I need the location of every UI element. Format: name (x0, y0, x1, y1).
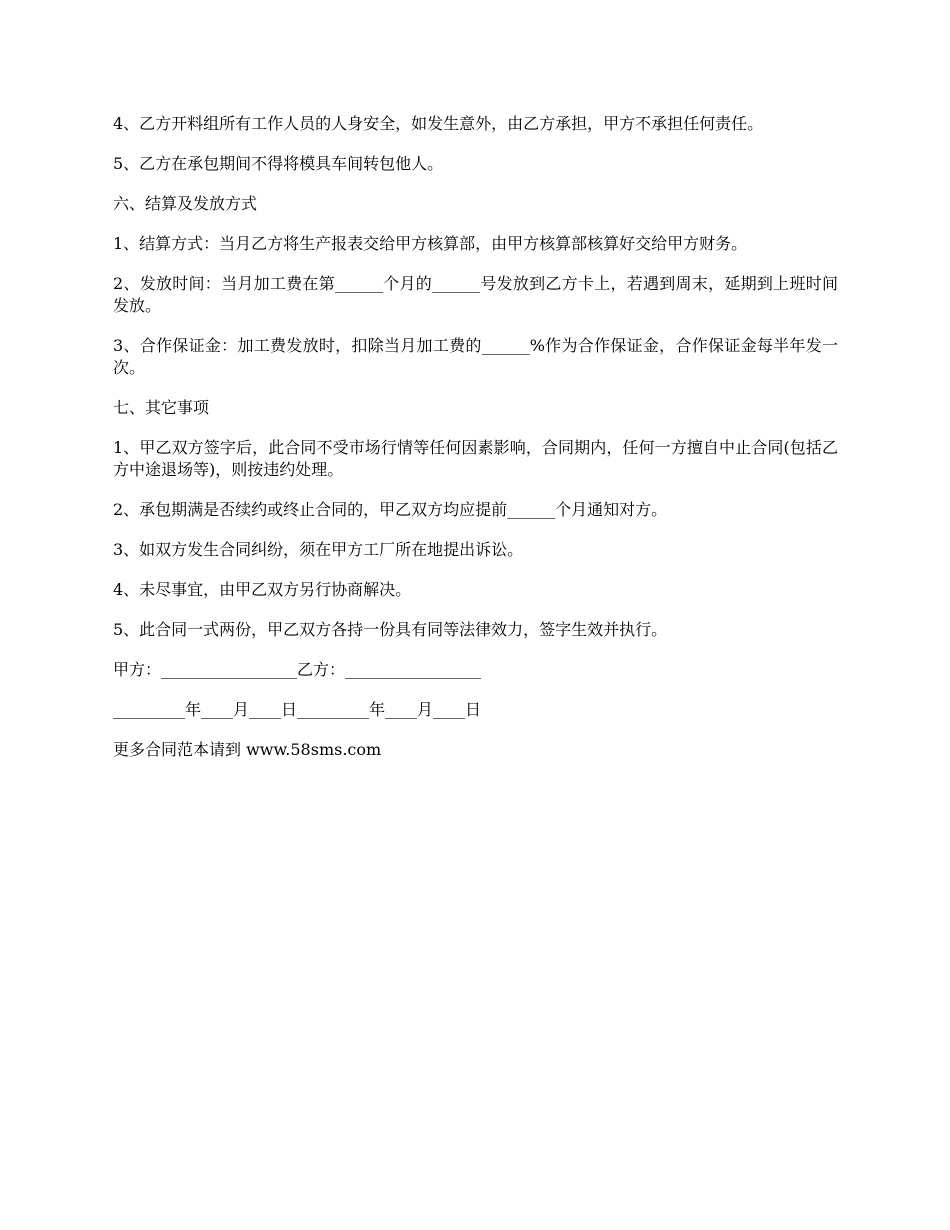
footer-website-link[interactable]: www.58sms.com (246, 740, 382, 759)
clause-no-subcontract: 5、乙方在承包期间不得将模具车间转包他人。 (113, 154, 444, 173)
clause-safety-responsibility: 4、乙方开料组所有工作人员的人身安全，如发生意外，由乙方承担，甲方不承担任何责任。 (113, 114, 764, 133)
section-heading-other-matters: 七、其它事项 (113, 398, 210, 417)
clause-unresolved-matters: 4、未尽事宜，由甲乙双方另行协商解决。 (113, 580, 412, 599)
contract-body (113, 113, 838, 779)
clause-copies-validity: 5、此合同一式两份，甲乙双方各持一份具有同等法律效力，签字生效并执行。 (113, 620, 668, 639)
signature-line: 甲方：_________________乙方：_________________ (113, 660, 482, 679)
date-line: _________年____月____日_________年____月____日 (113, 700, 482, 719)
clause-contract-binding: 1、甲乙双方签字后，此合同不受市场行情等任何因素影响，合同期内，任何一方擅自中止合同(包括乙方中途退场等)，则按违约处理。 (113, 438, 838, 479)
clause-renewal-notice: 2、承包期满是否续约或终止合同的，甲乙双方均应提前______个月通知对方。 (113, 500, 668, 519)
footer-note (113, 739, 838, 761)
clause-settlement-method: 1、结算方式：当月乙方将生产报表交给甲方核算部，由甲方核算部核算好交给甲方财务。 (113, 234, 748, 253)
clause-cooperation-deposit: 3、合作保证金：加工费发放时，扣除当月加工费的______%作为合作保证金，合作保证金每半年发一次。 (113, 336, 838, 377)
clause-payment-time: 2、发放时间：当月加工费在第______个月的______号发放到乙方卡上，若遇到周末，延期到上班时间发放。 (113, 274, 838, 315)
clause-dispute-jurisdiction: 3、如双方发生合同纠纷，须在甲方工厂所在地提出诉讼。 (113, 540, 524, 559)
footer-prefix: 更多合同范本请到 (113, 740, 247, 759)
section-heading-settlement: 六、结算及发放方式 (113, 194, 258, 213)
